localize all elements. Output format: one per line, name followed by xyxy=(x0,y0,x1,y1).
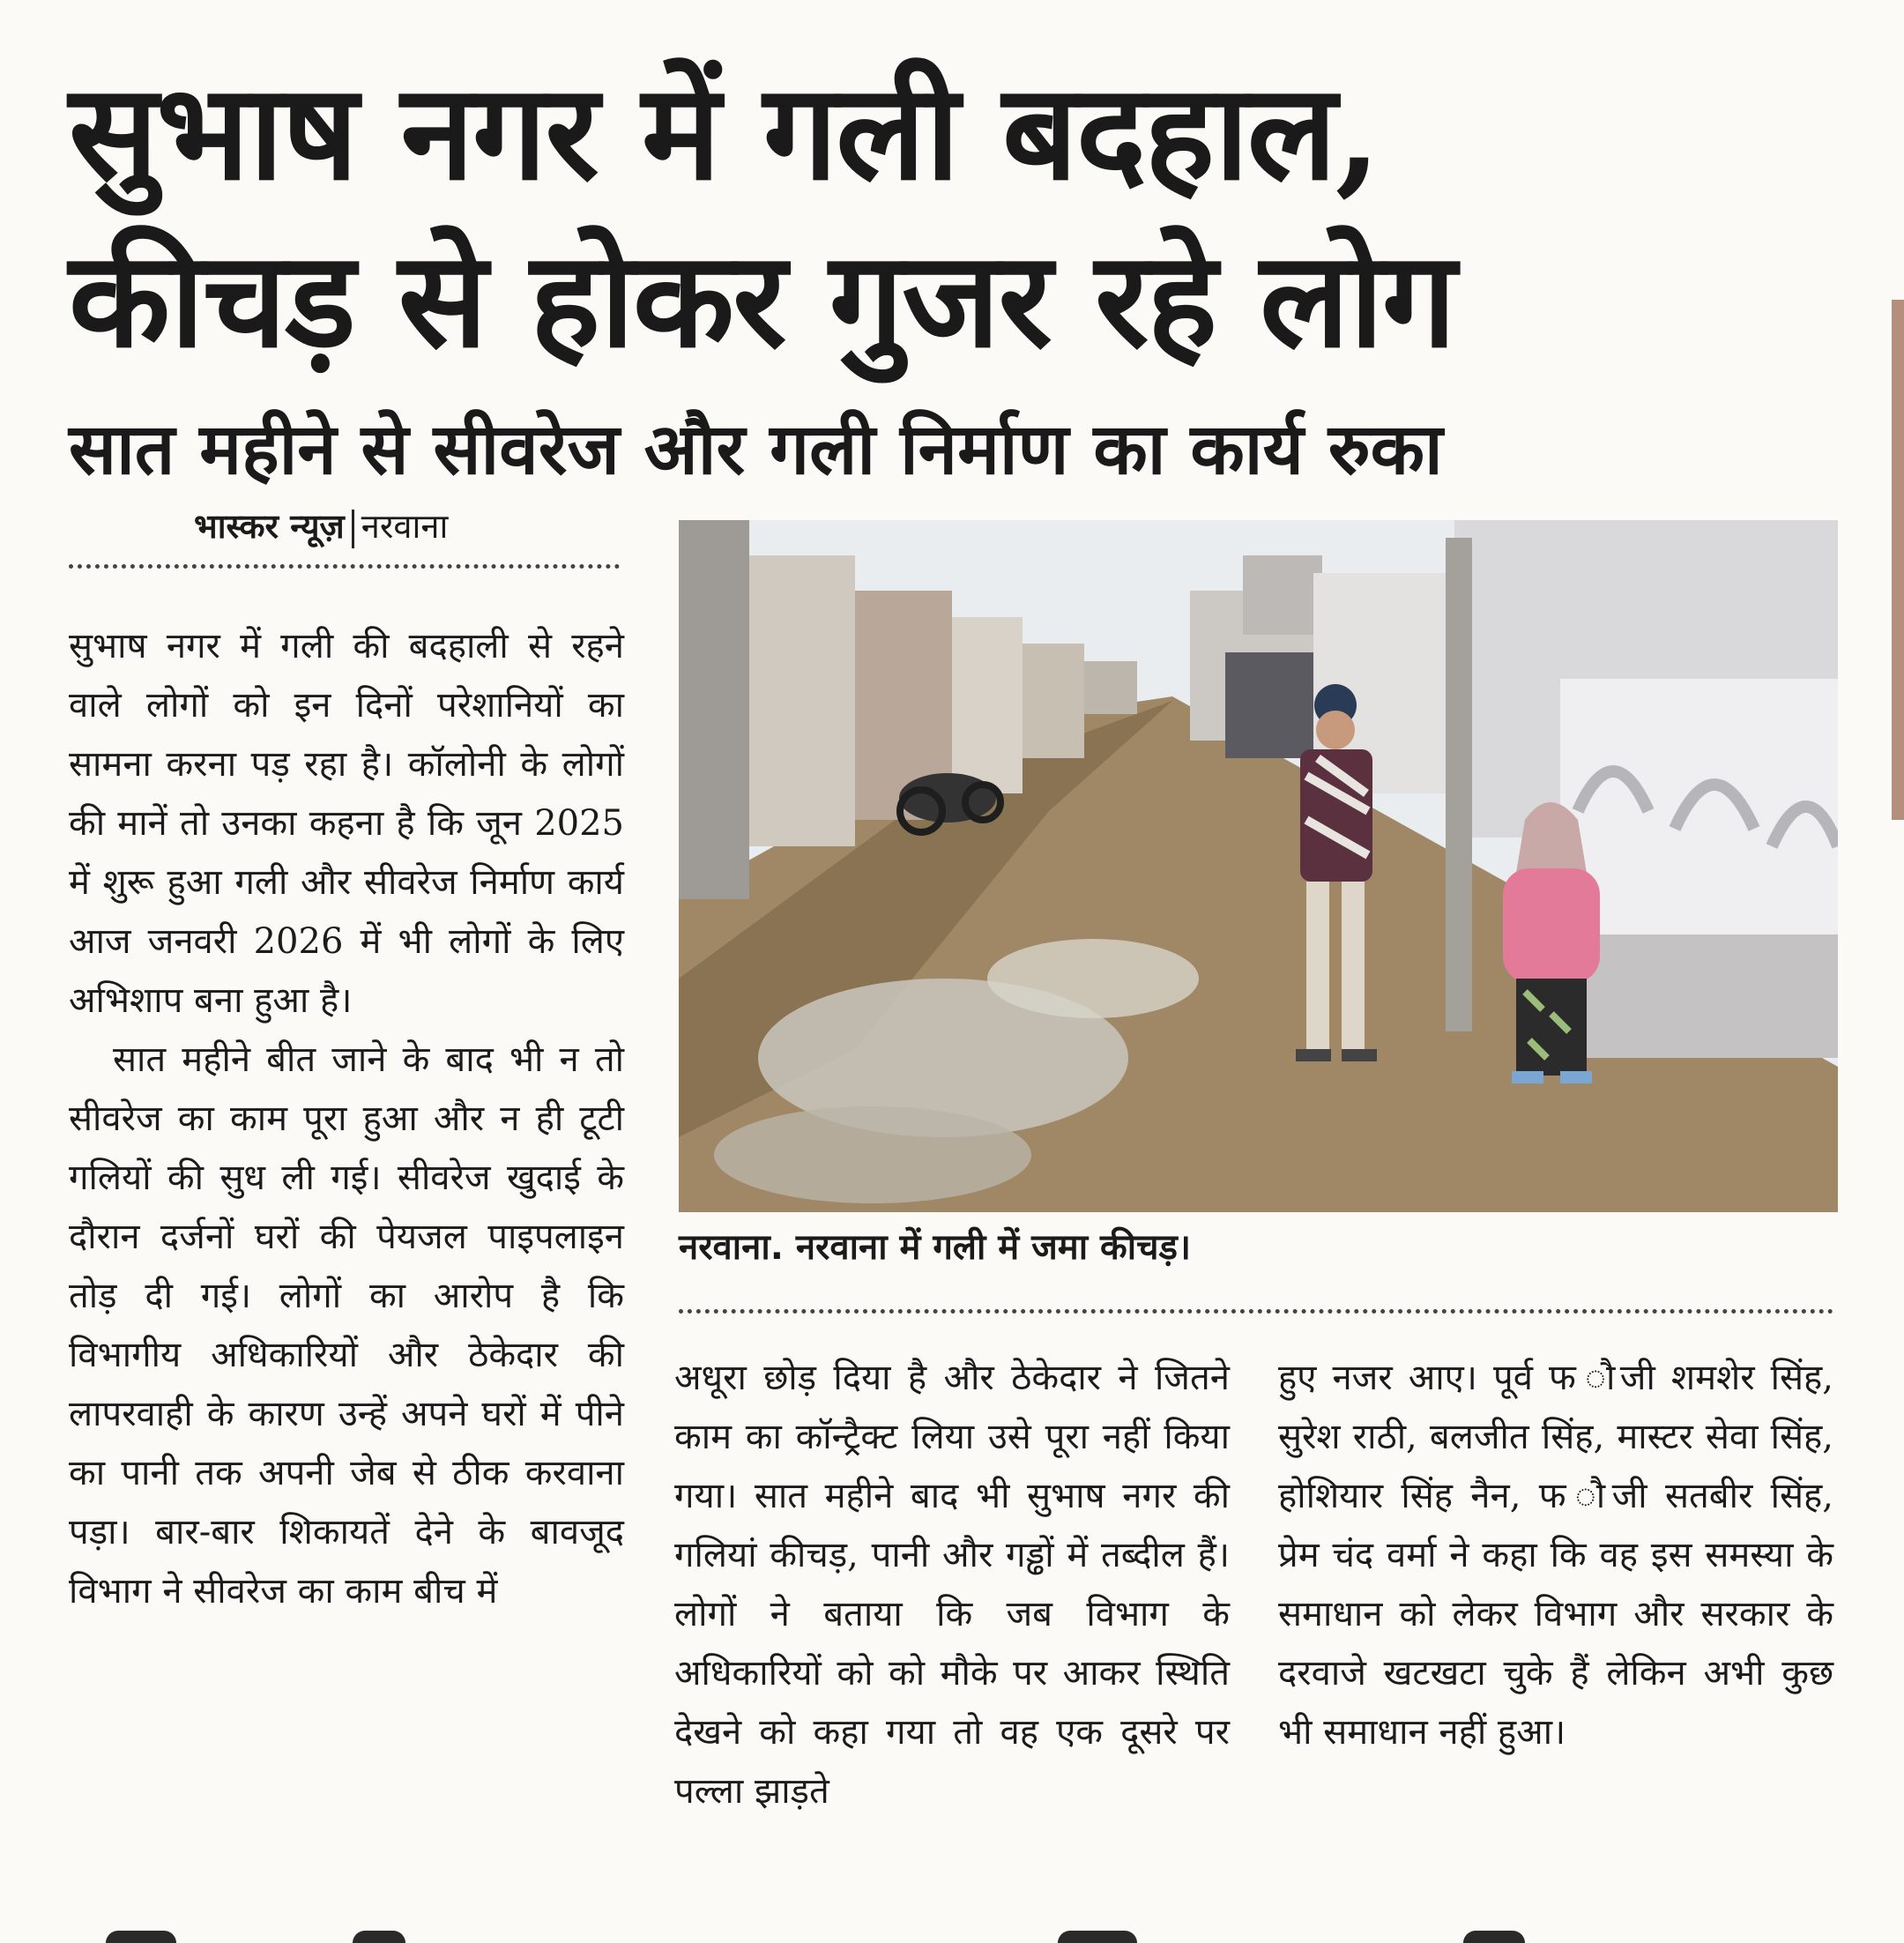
column-2-text: अधूरा छोड़ दिया है और ठेकेदार ने जितने काम का कॉन्ट्रैक्ट लिया उसे पूरा नहीं किया गया। सात महीने बाद भी सुभाष नगर की गलियां कीचड़, पानी और गड्ढों में तब्दील हैं। लोगों ने बताया कि जब विभाग के अधिकारियों को को मौके पर आकर स्थिति देखने को कहा गया तो वह एक दूसरे पर पल्ला झाड़ते xyxy=(674,1358,1230,1812)
article-column-1 xyxy=(69,617,624,1621)
column-1-paragraph-1: सुभाष नगर में गली की बदहाली से रहने वाले लोगों को इन दिनों परेशानियों का सामना करना पड़ रहा है। कॉलोनी के लोगों की मानें तो उनका कहना है कि जून 2025 में शुरू हुआ गली और सीवरेज निर्माण कार्य आज जनवरी 2026 में भी लोगों के लिए अभिशाप बना हुआ है। xyxy=(69,626,624,1021)
photo-caption: नरवाना. नरवाना में गली में जमा कीचड़। xyxy=(679,1227,1192,1268)
byline xyxy=(194,502,448,548)
caption-divider xyxy=(679,1309,1833,1314)
column-1-paragraph-2: सात महीने बीत जाने के बाद भी न तो सीवरेज का काम पूरा हुआ और न ही टूटी गलियों की सुध ली गई। सीवरेज खुदाई के दौरान दर्जनों घरों की पेयजल पाइपलाइन तोड़ दी गई। लोगों का आरोप है कि विभागीय अधिकारियों और ठेकेदार की लापरवाही के कारण उन्हें अपने घरों में पीने का पानी तक अपनी जेब से ठीक करवाना पड़ा। बार-बार शिकायतें देने के बावजूद विभाग ने सीवरेज का काम बीच में xyxy=(69,1039,624,1612)
subheadline: सात महीने से सीवरेज और गली निर्माण का कार्य रुका xyxy=(69,408,1443,490)
news-photo xyxy=(679,520,1838,1212)
headline-line-2: कीचड़ से होकर गुजर रहे लोग xyxy=(69,222,1455,377)
byline-divider xyxy=(69,564,620,569)
adjacent-photo-strip xyxy=(1892,300,1904,820)
adjacent-article-fragment xyxy=(1886,0,1904,1943)
byline-agency: भास्कर न्यूज़ xyxy=(194,507,345,546)
column-3-text: हुए नजर आए। पूर्व फ ौजी शमशेर सिंह, सुरेश राठी, बलजीत सिंह, मास्टर सेवा सिंह, होशियार सिंह नैन, फ ौजी सतबीर सिंह, प्रेम चंद वर्मा ने कहा कि वह इस समस्या के समाधान को लेकर विभाग और सरकार के दरवाजे खटखटा चुके हैं लेकिन अभी कुछ भी समाधान नहीं हुआ। xyxy=(1278,1358,1833,1753)
next-article-cutoff xyxy=(88,1920,1833,1943)
byline-separator xyxy=(352,510,354,548)
headline-line-1: सुभाष नगर में गली बदहाल, xyxy=(69,55,1380,210)
article-column-3 xyxy=(1278,1349,1833,1762)
byline-location: नरवाना xyxy=(361,507,449,546)
article-column-2 xyxy=(674,1349,1230,1821)
